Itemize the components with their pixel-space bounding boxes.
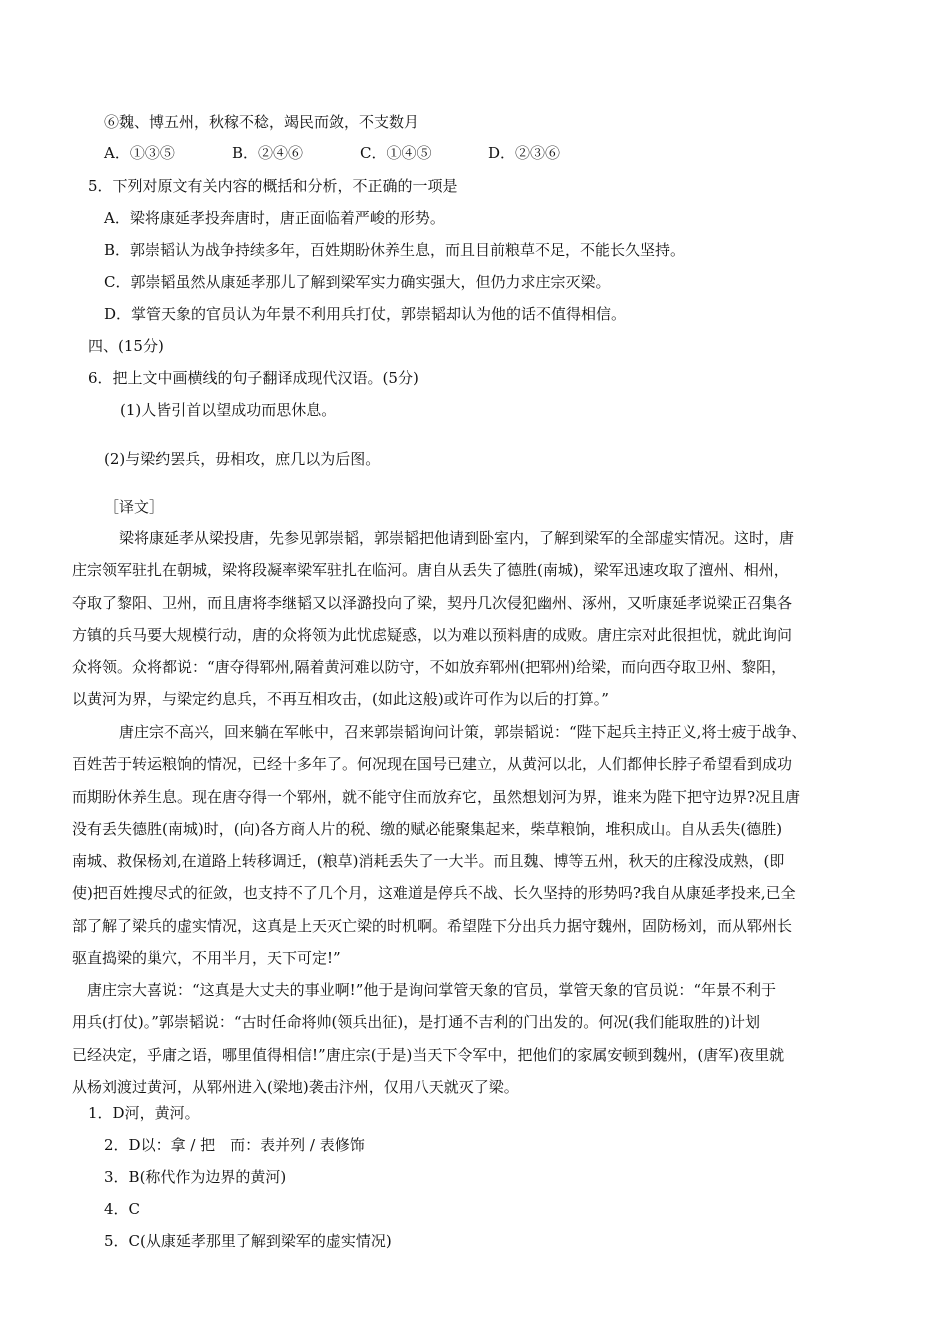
translation-label: ［译文］ <box>104 498 165 516</box>
translation-paragraph-1 <box>72 522 874 716</box>
q5-option-b: B．郭崇韬认为战争持续多年，百姓期盼休养生息，而且目前粮草不足，不能长久坚持。 <box>104 241 686 259</box>
answer-2: 2．D以：拿 / 把 而：表并列 / 表修饰 <box>104 1136 365 1154</box>
translation-paragraph-2 <box>72 716 892 974</box>
q4-options <box>104 143 616 163</box>
q6-sentence-1: (1)人皆引首以望成功而思休息。 <box>120 401 337 419</box>
q4-option-c: C．①④⑤ <box>360 144 432 162</box>
translation-p2-line: 百姓苦于转运粮饷的情况，已经十多年了。何况现在国号已建立，从黄河以北，人们都伸长脖子希望看到成功 <box>72 755 793 774</box>
translation-p1-line: 以黄河为界，与梁定约息兵，不再互相攻击，(如此这般)或许可作为以后的打算。” <box>72 690 609 709</box>
translation-p2-line: 唐庄宗不高兴，回来躺在军帐中，召来郭崇韬询问计策，郭崇韬说：“陛下起兵主持正义,将士疲于战争、 <box>119 723 807 741</box>
answer-4: 4．C <box>104 1200 141 1218</box>
q5-option-c: C．郭崇韬虽然从康延孝那儿了解到梁军实力确实强大，但仍力求庄宗灭梁。 <box>104 273 611 291</box>
translation-paragraph-3 <box>72 974 874 1103</box>
translation-p1-line: 方镇的兵马要大规模行动，唐的众将领为此忧虑疑惑，以为难以预料唐的成败。唐庄宗对此很担忧，就此询问 <box>72 625 793 644</box>
q5-option-a: A．梁将康延孝投奔唐时，唐正面临着严峻的形势。 <box>104 209 445 227</box>
translation-p2-line: 驱直捣梁的巢穴，不用半月，天下可定!” <box>72 949 341 968</box>
translation-p3-line: 已经决定，乎庸之语，哪里值得相信!”唐庄宗(于是)当天下令军中，把他们的家属安顿到魏州，(唐军)夜里就 <box>72 1045 785 1064</box>
q5-stem: 5．下列对原文有关内容的概括和分析，不正确的一项是 <box>88 177 458 195</box>
translation-p2-line: 使)把百姓搜尽式的征敛，也支持不了几个月，这难道是停兵不战、长久坚持的形势吗?我自从康延孝投来,已全 <box>72 884 796 903</box>
translation-p1-line: 梁将康延孝从梁投唐，先参见郭崇韬，郭崇韬把他请到卧室内，了解到梁军的全部虚实情况。这时，唐 <box>119 529 795 547</box>
translation-p2-line: 部了解了梁兵的虚实情况，这真是上天灭亡梁的时机啊。希望陛下分出兵力据守魏州，固防杨刘，而从郓州长 <box>72 916 793 935</box>
translation-p2-line: 南城、救保杨刘,在道路上转移调迁，(粮草)消耗丢失了一大半。而且魏、博等五州，秋天的庄稼没成熟，(即 <box>72 852 785 871</box>
translation-p2-line: 而期盼休养生息。现在唐夺得一个郓州，就不能守住而放弃它，虽然想划河为界，谁来为陛下把守边界?况且唐 <box>72 787 801 806</box>
translation-p1-line: 庄宗领军驻扎在朝城，梁将段凝率梁军驻扎在临河。唐自从丢失了德胜(南城)，梁军迅速攻取了澶州、相州， <box>72 561 789 580</box>
translation-p2-line: 没有丢失德胜(南城)时，(向)各方商人片的税、缴的赋必能聚集起来，柴草粮饷，堆积成山。自从丢失(德胜) <box>72 819 783 838</box>
translation-p3-line: 唐庄宗大喜说：“这真是大丈夫的事业啊!”他于是询问掌管天象的官员，掌管天象的官员说：“年景不利于 <box>87 981 777 999</box>
q5-option-d: D．掌管天象的官员认为年景不利用兵打仗，郭崇韬却认为他的话不值得相信。 <box>104 305 627 323</box>
q4-item-6: ⑥魏、博五州，秋稼不稔，竭民而敛，不支数月 <box>104 113 420 131</box>
answer-3: 3．B(称代作为边界的黄河) <box>104 1168 287 1186</box>
answer-5: 5．C(从康延孝那里了解到梁军的虚实情况) <box>104 1232 392 1250</box>
translation-p3-line: 从杨刘渡过黄河，从郓州进入(梁地)袭击汴州，仅用八天就灭了梁。 <box>72 1077 519 1096</box>
q6-stem: 6．把上文中画横线的句子翻译成现代汉语。(5分) <box>88 369 419 387</box>
translation-p1-line: 夺取了黎阳、卫州，而且唐将李继韬又以泽潞投向了梁，契丹几次侵犯幽州、涿州，又听康延孝说梁正召集各 <box>72 593 793 612</box>
q4-option-b: B．②④⑥ <box>232 144 304 162</box>
translation-p1-line: 众将领。众将都说：“唐夺得郓州,隔着黄河难以防守，不如放弃郓州(把郓州)给梁，而向西夺取卫州、黎阳， <box>72 658 787 677</box>
q6-sentence-2: (2)与梁约罢兵，毋相攻，庶几以为后图。 <box>104 450 381 468</box>
translation-p3-line: 用兵(打仗)。”郭崇韬说：“古时任命将帅(领兵出征)，是打通不吉利的门出发的。何况(我们能取胜的)计划 <box>72 1013 760 1032</box>
answer-1: 1．D河，黄河。 <box>88 1104 200 1122</box>
q4-option-a: A．①③⑤ <box>104 144 175 162</box>
section-four-heading: 四、(15分) <box>88 337 164 355</box>
q4-option-d: D．②③⑥ <box>488 144 561 162</box>
